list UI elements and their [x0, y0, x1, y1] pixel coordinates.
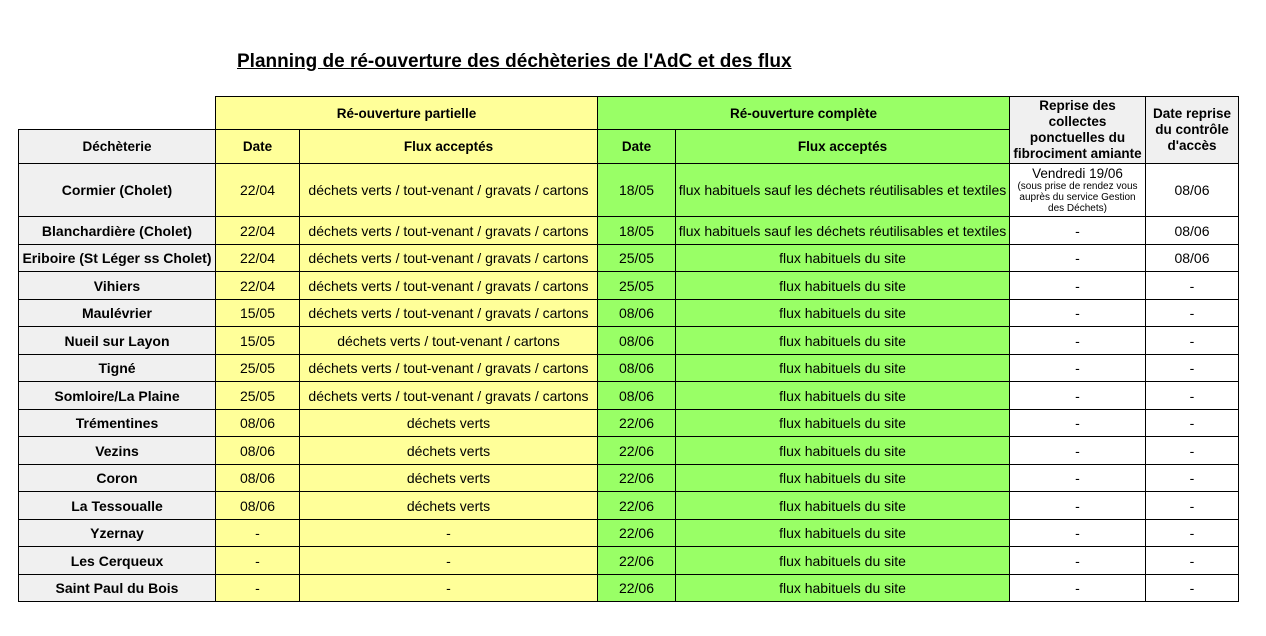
- table-row: [19, 575, 1239, 602]
- header-date-reprise-controle: Date reprise du contrôle d'accès: [1146, 97, 1239, 164]
- cell-flux-complete: flux habituels du site: [676, 575, 1010, 602]
- cell-flux-partial: déchets verts / tout-venant / gravats / cartons: [300, 245, 598, 272]
- cell-date-partial: -: [216, 547, 300, 575]
- cell-decheterie: Les Cerqueux: [19, 547, 216, 575]
- cell-date-controle: 08/06: [1146, 217, 1239, 245]
- cell-date-complete: 22/06: [598, 437, 676, 465]
- cell-date-controle: -: [1146, 575, 1239, 602]
- blank-corner: [19, 97, 216, 130]
- table-row: [19, 327, 1239, 355]
- header-flux-partial: Flux acceptés: [300, 130, 598, 164]
- cell-flux-partial: déchets verts / tout-venant / gravats / cartons: [300, 272, 598, 300]
- cell-flux-partial: déchets verts / tout-venant / gravats / cartons: [300, 300, 598, 327]
- cell-reprise-collectes: -: [1010, 520, 1146, 547]
- cell-flux-complete: flux habituels du site: [676, 410, 1010, 437]
- cell-date-partial: 25/05: [216, 382, 300, 410]
- table-row: [19, 492, 1239, 520]
- cell-reprise-collectes: -: [1010, 492, 1146, 520]
- cell-decheterie: Yzernay: [19, 520, 216, 547]
- cell-flux-complete: flux habituels sauf les déchets réutilisables et textiles: [676, 217, 1010, 245]
- table-row: [19, 465, 1239, 492]
- cell-flux-partial: -: [300, 520, 598, 547]
- cell-date-complete: 22/06: [598, 547, 676, 575]
- cell-reprise-collectes: -: [1010, 547, 1146, 575]
- table-row: [19, 520, 1239, 547]
- cell-reprise-collectes: -: [1010, 327, 1146, 355]
- cell-date-complete: 18/05: [598, 164, 676, 217]
- table-row: [19, 164, 1239, 217]
- cell-flux-partial: déchets verts / tout-venant / gravats / cartons: [300, 355, 598, 382]
- cell-date-controle: -: [1146, 437, 1239, 465]
- cell-date-complete: 08/06: [598, 382, 676, 410]
- collecte-date: Vendredi 19/06: [1032, 166, 1123, 181]
- cell-decheterie: Cormier (Cholet): [19, 164, 216, 217]
- cell-flux-complete: flux habituels du site: [676, 437, 1010, 465]
- cell-reprise-collectes: -: [1010, 437, 1146, 465]
- header-date-partial: Date: [216, 130, 300, 164]
- cell-date-partial: 08/06: [216, 437, 300, 465]
- cell-flux-partial: déchets verts: [300, 492, 598, 520]
- table-row: [19, 382, 1239, 410]
- cell-decheterie: Trémentines: [19, 410, 216, 437]
- cell-flux-complete: flux habituels du site: [676, 547, 1010, 575]
- group-header-partial: Ré-ouverture partielle: [216, 97, 598, 130]
- cell-reprise-collectes: -: [1010, 575, 1146, 602]
- cell-flux-partial: déchets verts: [300, 437, 598, 465]
- cell-flux-partial: déchets verts: [300, 410, 598, 437]
- cell-date-partial: 22/04: [216, 217, 300, 245]
- cell-decheterie: Blanchardière (Cholet): [19, 217, 216, 245]
- cell-flux-complete: flux habituels du site: [676, 300, 1010, 327]
- cell-flux-complete: flux habituels du site: [676, 492, 1010, 520]
- cell-date-complete: 08/06: [598, 300, 676, 327]
- cell-reprise-collectes: -: [1010, 300, 1146, 327]
- cell-reprise-collectes: [1010, 164, 1146, 217]
- cell-flux-complete: flux habituels du site: [676, 245, 1010, 272]
- cell-date-controle: -: [1146, 300, 1239, 327]
- cell-reprise-collectes: -: [1010, 410, 1146, 437]
- cell-decheterie: Vihiers: [19, 272, 216, 300]
- cell-flux-complete: flux habituels du site: [676, 465, 1010, 492]
- cell-date-controle: -: [1146, 520, 1239, 547]
- planning-table: [18, 96, 1239, 602]
- cell-date-complete: 22/06: [598, 465, 676, 492]
- header-decheterie: Déchèterie: [19, 130, 216, 164]
- cell-date-partial: 08/06: [216, 410, 300, 437]
- cell-decheterie: Maulévrier: [19, 300, 216, 327]
- cell-date-partial: 22/04: [216, 164, 300, 217]
- cell-decheterie: Eriboire (St Léger ss Cholet): [19, 245, 216, 272]
- cell-flux-partial: déchets verts: [300, 465, 598, 492]
- cell-date-complete: 25/05: [598, 272, 676, 300]
- cell-date-controle: -: [1146, 272, 1239, 300]
- cell-flux-complete: flux habituels du site: [676, 382, 1010, 410]
- cell-date-controle: -: [1146, 327, 1239, 355]
- cell-date-controle: 08/06: [1146, 164, 1239, 217]
- cell-flux-partial: déchets verts / tout-venant / gravats / cartons: [300, 164, 598, 217]
- cell-flux-partial: déchets verts / tout-venant / cartons: [300, 327, 598, 355]
- cell-date-partial: 08/06: [216, 492, 300, 520]
- cell-date-controle: -: [1146, 355, 1239, 382]
- cell-date-partial: 22/04: [216, 272, 300, 300]
- table-row: [19, 272, 1239, 300]
- cell-date-partial: 25/05: [216, 355, 300, 382]
- cell-date-controle: -: [1146, 410, 1239, 437]
- table-row: [19, 245, 1239, 272]
- cell-flux-complete: flux habituels du site: [676, 355, 1010, 382]
- table-row: [19, 300, 1239, 327]
- cell-date-complete: 22/06: [598, 410, 676, 437]
- cell-date-controle: -: [1146, 492, 1239, 520]
- table-row: [19, 355, 1239, 382]
- cell-reprise-collectes: -: [1010, 382, 1146, 410]
- cell-flux-partial: déchets verts / tout-venant / gravats / cartons: [300, 382, 598, 410]
- cell-decheterie: Saint Paul du Bois: [19, 575, 216, 602]
- cell-flux-complete: flux habituels du site: [676, 327, 1010, 355]
- cell-flux-complete: flux habituels sauf les déchets réutilisables et textiles: [676, 164, 1010, 217]
- collecte-note: (sous prise de rendez vous auprès du service Gestion des Déchets): [1017, 181, 1138, 214]
- cell-reprise-collectes: -: [1010, 465, 1146, 492]
- cell-date-partial: 15/05: [216, 300, 300, 327]
- cell-flux-partial: déchets verts / tout-venant / gravats / cartons: [300, 217, 598, 245]
- table-row: [19, 437, 1239, 465]
- cell-flux-complete: flux habituels du site: [676, 272, 1010, 300]
- cell-decheterie: La Tessoualle: [19, 492, 216, 520]
- header-date-complete: Date: [598, 130, 676, 164]
- cell-decheterie: Nueil sur Layon: [19, 327, 216, 355]
- cell-flux-partial: -: [300, 575, 598, 602]
- cell-date-partial: -: [216, 520, 300, 547]
- cell-flux-partial: -: [300, 547, 598, 575]
- cell-flux-complete: flux habituels du site: [676, 520, 1010, 547]
- cell-date-complete: 25/05: [598, 245, 676, 272]
- header-reprise-collectes: Reprise des collectes ponctuelles du fibrociment amiante: [1010, 97, 1146, 164]
- cell-date-complete: 18/05: [598, 217, 676, 245]
- header-flux-complete: Flux acceptés: [676, 130, 1010, 164]
- cell-date-complete: 08/06: [598, 355, 676, 382]
- cell-decheterie: Tigné: [19, 355, 216, 382]
- cell-date-partial: 22/04: [216, 245, 300, 272]
- table-row: [19, 547, 1239, 575]
- table-row: [19, 217, 1239, 245]
- cell-date-partial: -: [216, 575, 300, 602]
- cell-date-complete: 22/06: [598, 492, 676, 520]
- cell-decheterie: Coron: [19, 465, 216, 492]
- cell-date-controle: -: [1146, 547, 1239, 575]
- cell-date-controle: -: [1146, 465, 1239, 492]
- cell-decheterie: Somloire/La Plaine: [19, 382, 216, 410]
- cell-reprise-collectes: -: [1010, 272, 1146, 300]
- cell-reprise-collectes: -: [1010, 245, 1146, 272]
- cell-date-controle: -: [1146, 382, 1239, 410]
- page-title: Planning de ré-ouverture des déchèteries de l'AdC et des flux: [237, 51, 792, 72]
- cell-date-complete: 22/06: [598, 575, 676, 602]
- cell-decheterie: Vezins: [19, 437, 216, 465]
- cell-reprise-collectes: -: [1010, 355, 1146, 382]
- cell-date-partial: 08/06: [216, 465, 300, 492]
- cell-date-complete: 22/06: [598, 520, 676, 547]
- cell-date-partial: 15/05: [216, 327, 300, 355]
- table-row: [19, 410, 1239, 437]
- cell-date-complete: 08/06: [598, 327, 676, 355]
- cell-date-controle: 08/06: [1146, 245, 1239, 272]
- group-header-complete: Ré-ouverture complète: [598, 97, 1010, 130]
- cell-reprise-collectes: -: [1010, 217, 1146, 245]
